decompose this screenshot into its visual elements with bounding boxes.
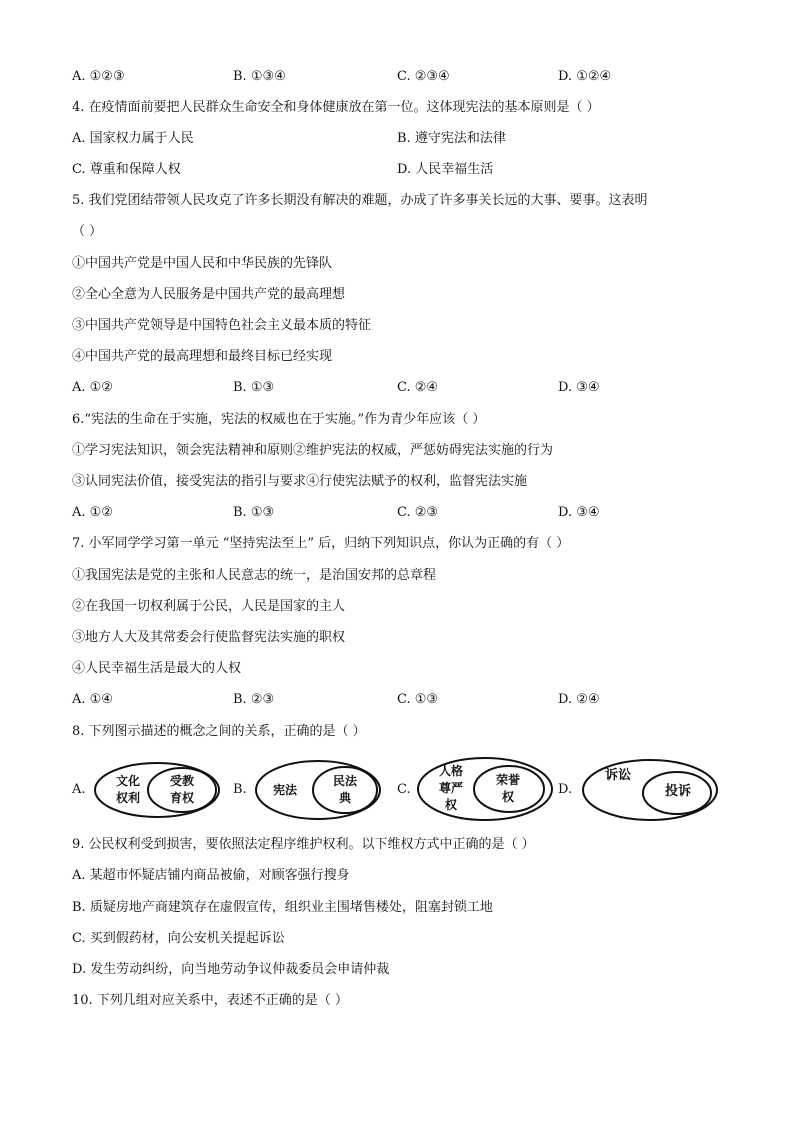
q5-option-b: B. ①③ — [233, 380, 275, 395]
q6-stem: 6.“宪法的生命在于实施，宪法的权威也在于实施。”作为青少年应该（ ） — [72, 412, 486, 427]
q7-item-1: ①我国宪法是党的主张和人民意志的统一，是治国安邦的总章程 — [72, 568, 437, 583]
q3-option-c: C. ②③④ — [397, 69, 450, 84]
q6-option-c: C. ②③ — [397, 505, 439, 520]
q6-option-a: A. ①② — [72, 505, 113, 520]
q5-option-d: D. ③④ — [558, 380, 600, 395]
q8-c-inner-line1: 荣誉 — [495, 773, 520, 787]
q8-b-outer-line1: 宪法 — [272, 783, 297, 797]
q9-option-c: C. 买到假药材，向公安机关提起诉讼 — [72, 931, 285, 946]
q9-stem: 9. 公民权利受到损害，要依照法定程序维护权利。以下维权方式中正确的是（ ） — [72, 837, 535, 852]
q8-b-inner-line1: 民法 — [332, 774, 357, 788]
q3-option-d: D. ①②④ — [558, 69, 612, 84]
q8-option-c-letter: C. — [397, 782, 411, 797]
q4-option-d: D. 人民幸福生活 — [397, 162, 494, 177]
q6-option-d: D. ③④ — [558, 505, 600, 520]
q7-option-c: C. ①③ — [397, 692, 439, 707]
q8-option-b-letter: B. — [233, 782, 247, 797]
q8-diagram-b — [253, 758, 383, 822]
q5-item-2: ②全心全意为人民服务是中国共产党的最高理想 — [72, 287, 346, 302]
q8-diagram-a-shapes — [92, 760, 222, 820]
q3-option-a: A. ①②③ — [72, 69, 125, 84]
q4-option-c: C. 尊重和保障人权 — [72, 162, 181, 177]
q8-diagram-c — [415, 755, 555, 823]
q5-stem-cont: （ ） — [72, 224, 103, 239]
q8-diagram-d — [580, 757, 720, 823]
q4-stem: 4. 在疫情面前要把人民群众生命安全和身体健康放在第一位。这体现宪法的基本原则是（ ） — [72, 100, 600, 115]
q8-stem: 8. 下列图示描述的概念之间的关系，正确的是（ ） — [72, 724, 366, 739]
q8-b-inner-line2: 典 — [338, 791, 351, 805]
q8-d-inner-line1: 投诉 — [664, 784, 691, 799]
q8-a-inner-line1: 受教 — [169, 774, 194, 788]
q8-c-outer-line2: 尊严 — [438, 781, 463, 795]
q6-item-2: ③认同宪法价值，接受宪法的指引与要求④行使宪法赋予的权利，监督宪法实施 — [72, 474, 528, 489]
q7-item-3: ③地方人大及其常委会行使监督宪法实施的职权 — [72, 630, 346, 645]
q5-item-3: ③中国共产党领导是中国特色社会主义最本质的特征 — [72, 318, 372, 333]
q7-option-b: B. ②③ — [233, 692, 275, 707]
q8-d-outer-line1: 诉讼 — [604, 768, 631, 783]
q8-a-outer-line1: 文化 — [115, 774, 140, 788]
q8-c-inner-line2: 权 — [501, 790, 514, 804]
q5-option-c: C. ②④ — [397, 380, 439, 395]
q9-option-a: A. 某超市怀疑店铺内商品被偷，对顾客强行搜身 — [72, 868, 350, 883]
q8-a-outer-line2: 权利 — [115, 791, 140, 805]
q3-option-b: B. ①③④ — [233, 69, 286, 84]
q6-item-1: ①学习宪法知识，领会宪法精神和原则②维护宪法的权威，严惩妨碍宪法实施的行为 — [72, 443, 554, 458]
q9-option-b: B. 质疑房地产商建筑存在虚假宣传，组织业主围堵售楼处，阻塞封锁工地 — [72, 900, 493, 915]
q8-option-d-letter: D. — [558, 782, 573, 797]
q8-diagram-d-shapes — [580, 757, 720, 823]
q8-c-outer-line3: 权 — [444, 798, 457, 812]
q6-option-b: B. ①③ — [233, 505, 275, 520]
q8-c-outer-line1: 人格 — [438, 764, 463, 778]
q7-option-a: A. ①④ — [72, 692, 113, 707]
q7-stem: 7. 小军同学学习第一单元 “坚持宪法至上” 后，归纳下列知识点，你认为正确的有（ ） — [72, 536, 570, 551]
q8-option-a-letter: A. — [72, 782, 86, 797]
q4-option-a: A. 国家权力属于人民 — [72, 131, 194, 146]
q7-option-d: D. ②④ — [558, 692, 600, 707]
q8-diagram-a — [92, 760, 222, 820]
q5-option-a: A. ①② — [72, 380, 113, 395]
q5-item-1: ①中国共产党是中国人民和中华民族的先锋队 — [72, 256, 333, 271]
q7-item-2: ②在我国一切权利属于公民，人民是国家的主人 — [72, 599, 346, 614]
q5-item-4: ④中国共产党的最高理想和最终目标已经实现 — [72, 349, 333, 364]
q7-item-4: ④人民幸福生活是最大的人权 — [72, 661, 242, 676]
q10-stem: 10. 下列几组对应关系中，表述不正确的是（ ） — [72, 993, 348, 1008]
q9-option-d: D. 发生劳动纠纷，向当地劳动争议仲裁委员会申请仲裁 — [72, 962, 390, 977]
q5-stem: 5. 我们党团结带领人民攻克了许多长期没有解决的难题，办成了许多事关长远的大事、要事。这表明 — [72, 193, 648, 208]
q4-option-b: B. 遵守宪法和法律 — [397, 131, 506, 146]
q8-a-inner-line2: 育权 — [169, 791, 194, 805]
